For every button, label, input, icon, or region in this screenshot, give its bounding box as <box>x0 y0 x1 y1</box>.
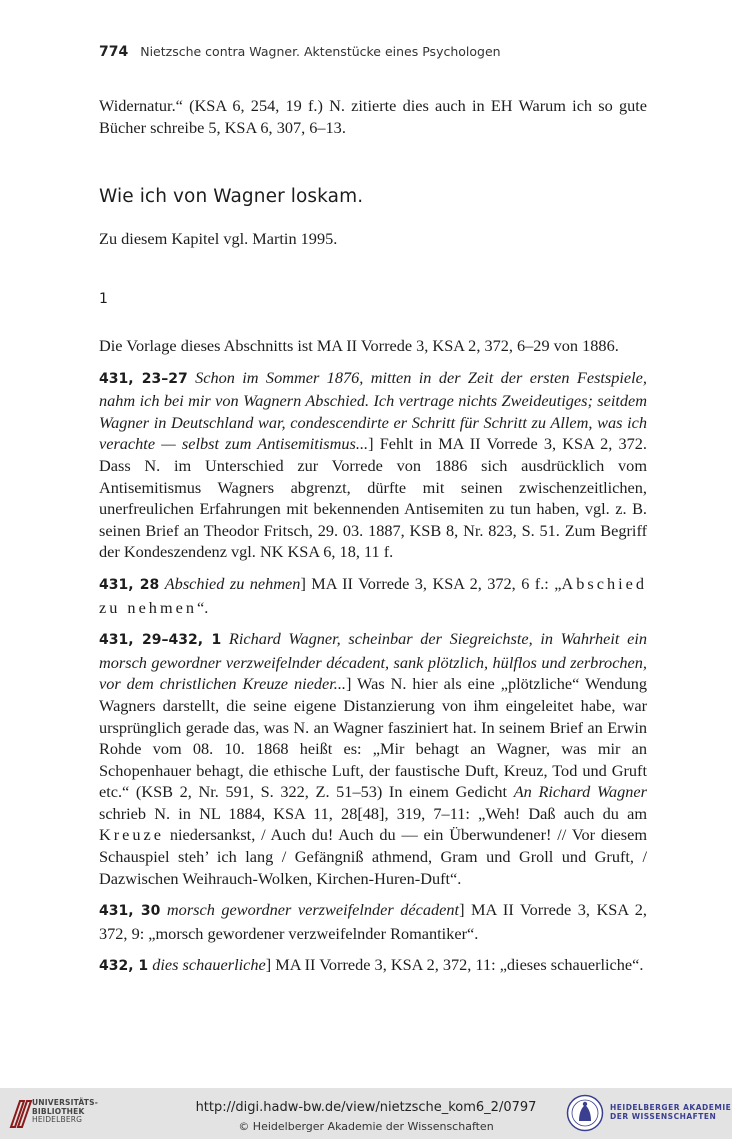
commentary-entry <box>99 899 647 944</box>
chapter-heading: Wie ich von Wagner loskam. <box>99 186 364 207</box>
line-reference: 431, 30 <box>99 903 161 920</box>
running-head <box>99 44 659 60</box>
commentary-body <box>99 335 647 988</box>
running-title: Nietzsche contra Wagner. Aktenstücke eines Psychologen <box>140 44 501 59</box>
entry-text: ] MA II Vorrede 3, KSA 2, 372, 11: „dieses schauerliche“. <box>265 955 644 975</box>
spaced-quote: Kreuze <box>99 825 164 845</box>
entry-text: ] MA II Vorrede 3, KSA 2, 372, 6 f.: „ <box>300 573 562 593</box>
library-name: UNIVERSITÄTS- BIBLIOTHEK HEIDELBERG <box>32 1098 99 1124</box>
line-reference: 431, 29–432, 1 <box>99 632 222 649</box>
academy-name: HEIDELBERGER AKADEMIE DER WISSENSCHAFTEN <box>610 1103 732 1121</box>
viewer-footer <box>0 1088 732 1139</box>
section-number: 1 <box>99 291 108 307</box>
copyright-notice: © Heidelberger Akademie der Wissenschaften <box>238 1120 494 1133</box>
intro-paragraph <box>99 95 647 138</box>
lemma: morsch gewordner verzweifelnder décadent <box>166 900 460 920</box>
line-reference: 431, 28 <box>99 576 160 593</box>
entry-text-end: “. <box>196 597 209 617</box>
lemma: Richard Wagner, scheinbar der Siegreichste, in Wahrheit ein morsch gewordner verzweifelnder décadent, sank plötzlich, hülflos und zerbrochen, vor dem christlichen Kreuze nieder... <box>99 629 647 694</box>
page-number: 774 <box>99 44 129 60</box>
line-reference: 432, 1 <box>99 958 149 975</box>
chapter-note-text: Zu diesem Kapitel vgl. Martin 1995. <box>99 229 338 248</box>
lemma: Abschied zu nehmen <box>164 573 301 593</box>
page-url-link[interactable]: http://digi.hadw-bw.de/view/nietzsche_kom6_2/0797 <box>195 1100 537 1115</box>
entry-text-3: niedersankst, / Auch du! Auch du — ein Überwundener! // Vor diesem Schauspiel steh’ ich lang / Gefängniß athmend, Gram und Groll und Gruft, / Dazwischen Weihrauch-Wolken, Kirchen-Huren-Duft“. <box>99 825 647 888</box>
academy-seal-icon <box>566 1094 604 1132</box>
lemma: Schon im Sommer 1876, mitten in der Zeit der ersten Festspiele, nahm ich bei mir von Wagnern Abschied. Ich vertrage nichts Zweideutiges; seitdem Wagner in Deutschland war, condescendirte er Schritt für Schritt zu Allem, was ich verachte — selbst zum Antisemitismus... <box>99 367 647 454</box>
commentary-entry <box>99 628 647 889</box>
lemma: dies schauerliche <box>152 955 266 975</box>
line-reference: 431, 23–27 <box>99 370 188 387</box>
commentary-entry <box>99 573 647 618</box>
entry-text: ] MA II Vorrede 3, KSA 2, 372, 9: „morsch gewordener verzweifelnder Romantiker“. <box>99 900 647 943</box>
poem-title: An Richard Wagner <box>513 782 647 802</box>
commentary-entry <box>99 954 647 978</box>
intro-text: Widernatur.“ (KSA 6, 254, 19 f.) N. zitierte dies auch in EH Warum ich so gute Bücher schreibe 5, KSA 6, 307, 6–13. <box>99 96 647 137</box>
section-lead: Die Vorlage dieses Abschnitts ist MA II Vorrede 3, KSA 2, 372, 6–29 von 1886. <box>99 336 619 355</box>
entry-text: ] Was N. hier als eine „plötzliche“ Wendung Wagners darstellt, die seine eigene Distanzierung von ihm eingeleitet habe, war ursprünglich gerade das, was N. an Wagner fasziniert hat. In seinem Brief an Erwin Rohde vom 08. 10. 1868 heißt es: „Mir behagt an Wagner, was mir an Schopenhauer behagt, die ethische Luft, der faustische Duft, Kreuz, Tod und Gruft etc.“ (KSB 2, Nr. 591, S. 322, Z. 51–53) In einem Gedicht <box>99 674 648 802</box>
spaced-quote: Abschied zu nehmen <box>99 573 647 617</box>
entry-text: ] Fehlt in MA II Vorrede 3, KSA 2, 372. Dass N. im Unterschied zur Vorrede von 1886 sich ausdrücklich vom Antisemitismus Wagners abgrenzt, dürfte mit seinen zwischenzeitlichen, unerfreulichen Erfahrungen mit bekennenden Antisemiten zu tun haben, vgl. z. B. seinen Brief an Theodor Fritsch, 29. 03. 1887, KSB 8, Nr. 823, S. 51. Zum Begriff der Kondeszendenz vgl. NK KSA 6, 18, 11 f. <box>99 434 647 562</box>
entry-text-2: schrieb N. in NL 1884, KSA 11, 28[48], 319, 7–11: „Weh! Daß auch du am <box>99 803 647 823</box>
chapter-note <box>99 228 647 250</box>
commentary-entry <box>99 367 647 563</box>
